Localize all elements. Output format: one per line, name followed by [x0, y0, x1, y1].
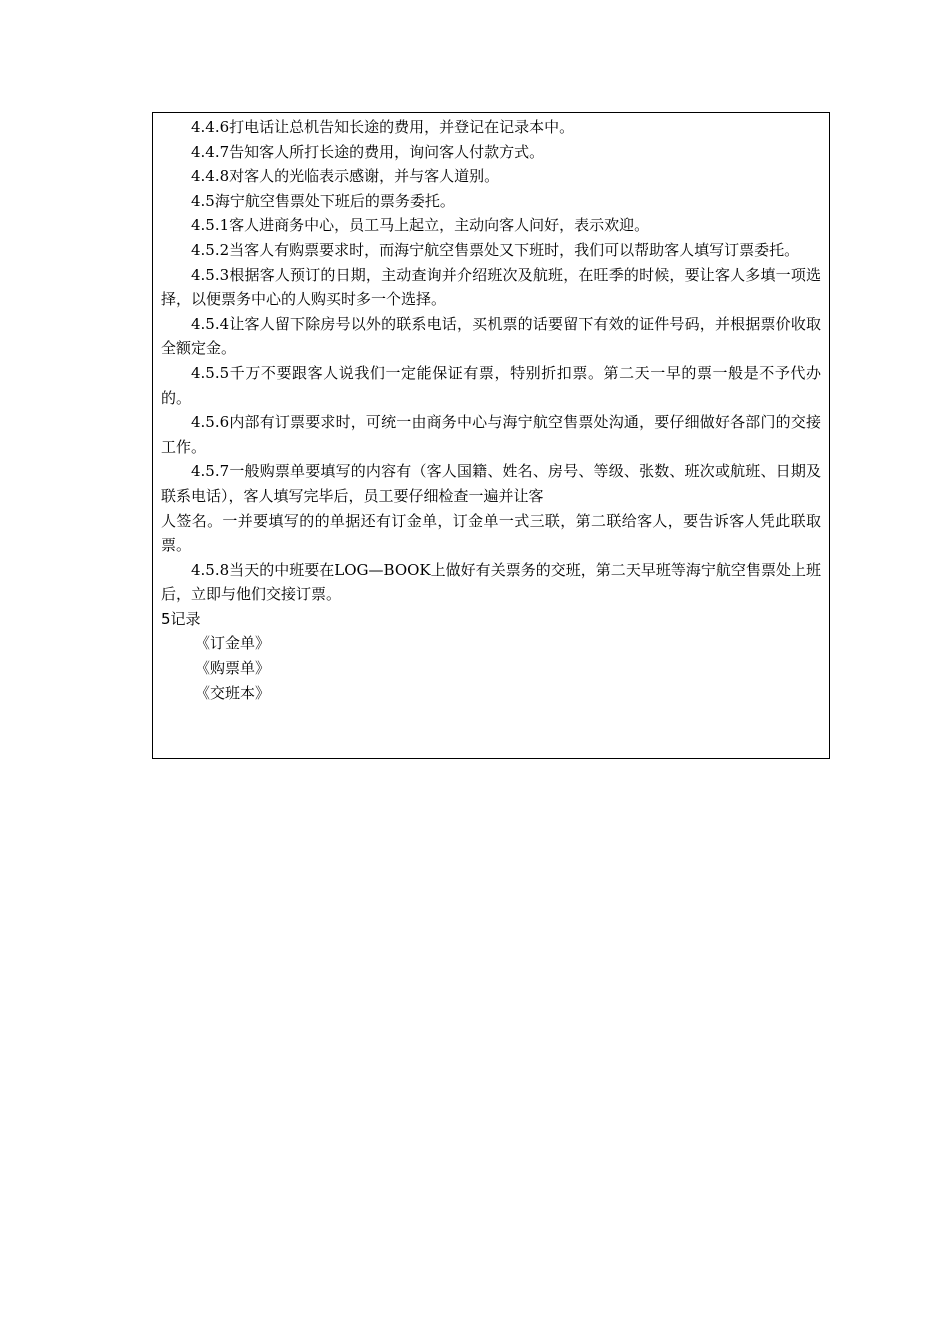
paragraph-4-5-3: 4.5.3根据客人预订的日期，主动查询并介绍班次及航班，在旺季的时候，要让客人多填一项选择，以便票务中心的人购买时多一个选择。: [161, 265, 821, 309]
paragraph-4-5-2: 4.5.2当客人有购票要求时，而海宁航空售票处又下班时，我们可以帮助客人填写订票委托。: [191, 240, 800, 259]
document-content-box: [152, 112, 830, 759]
paragraph-4-4-7: 4.4.7告知客人所打长途的费用，询问客人付款方式。: [191, 142, 545, 161]
paragraph-4-5-1: 4.5.1客人进商务中心，员工马上起立，主动向客人问好，表示欢迎。: [191, 216, 650, 235]
paragraph-4-5-6: 4.5.6内部有订票要求时，可统一由商务中心与海宁航空售票处沟通，要仔细做好各部门的交接工作。: [161, 413, 821, 456]
paragraph-4-5-7-continued: 人签名。一并要填写的的单据还有订金单，订金单一式三联，第二联给客人，要告诉客人凭此联取票。: [161, 511, 821, 555]
paragraph-4-5-5: 4.5.5千万不要跟客人说我们一定能保证有票，特别折扣票。第二天一早的票一般是不予代办的。: [161, 363, 821, 407]
record-item-deposit-slip: 《订金单》: [195, 634, 271, 653]
paragraph-4-5-7: 4.5.7一般购票单要填写的内容有（客人国籍、姓名、房号、等级、张数、班次或航班、日期及联系电话），客人填写完毕后，员工要仔细检查一遍并让客: [161, 462, 821, 505]
paragraph-4-5-8: 4.5.8当天的中班要在LOG—BOOK上做好有关票务的交班，第二天早班等海宁航空售票处上班后，立即与他们交接订票。: [161, 560, 821, 604]
records-heading: 5记录: [161, 609, 201, 628]
paragraph-4-5: 4.5海宁航空售票处下班后的票务委托。: [191, 191, 455, 210]
paragraph-4-4-6: 4.4.6打电话让总机告知长途的费用，并登记在记录本中。: [191, 118, 575, 136]
record-item-handover-book: 《交班本》: [195, 683, 271, 702]
record-item-ticket-form: 《购票单》: [195, 659, 271, 678]
paragraph-4-5-4: 4.5.4让客人留下除房号以外的联系电话，买机票的话要留下有效的证件号码，并根据票价收取全额定金。: [161, 314, 821, 358]
paragraph-4-4-8: 4.4.8对客人的光临表示感谢，并与客人道别。: [191, 167, 500, 186]
